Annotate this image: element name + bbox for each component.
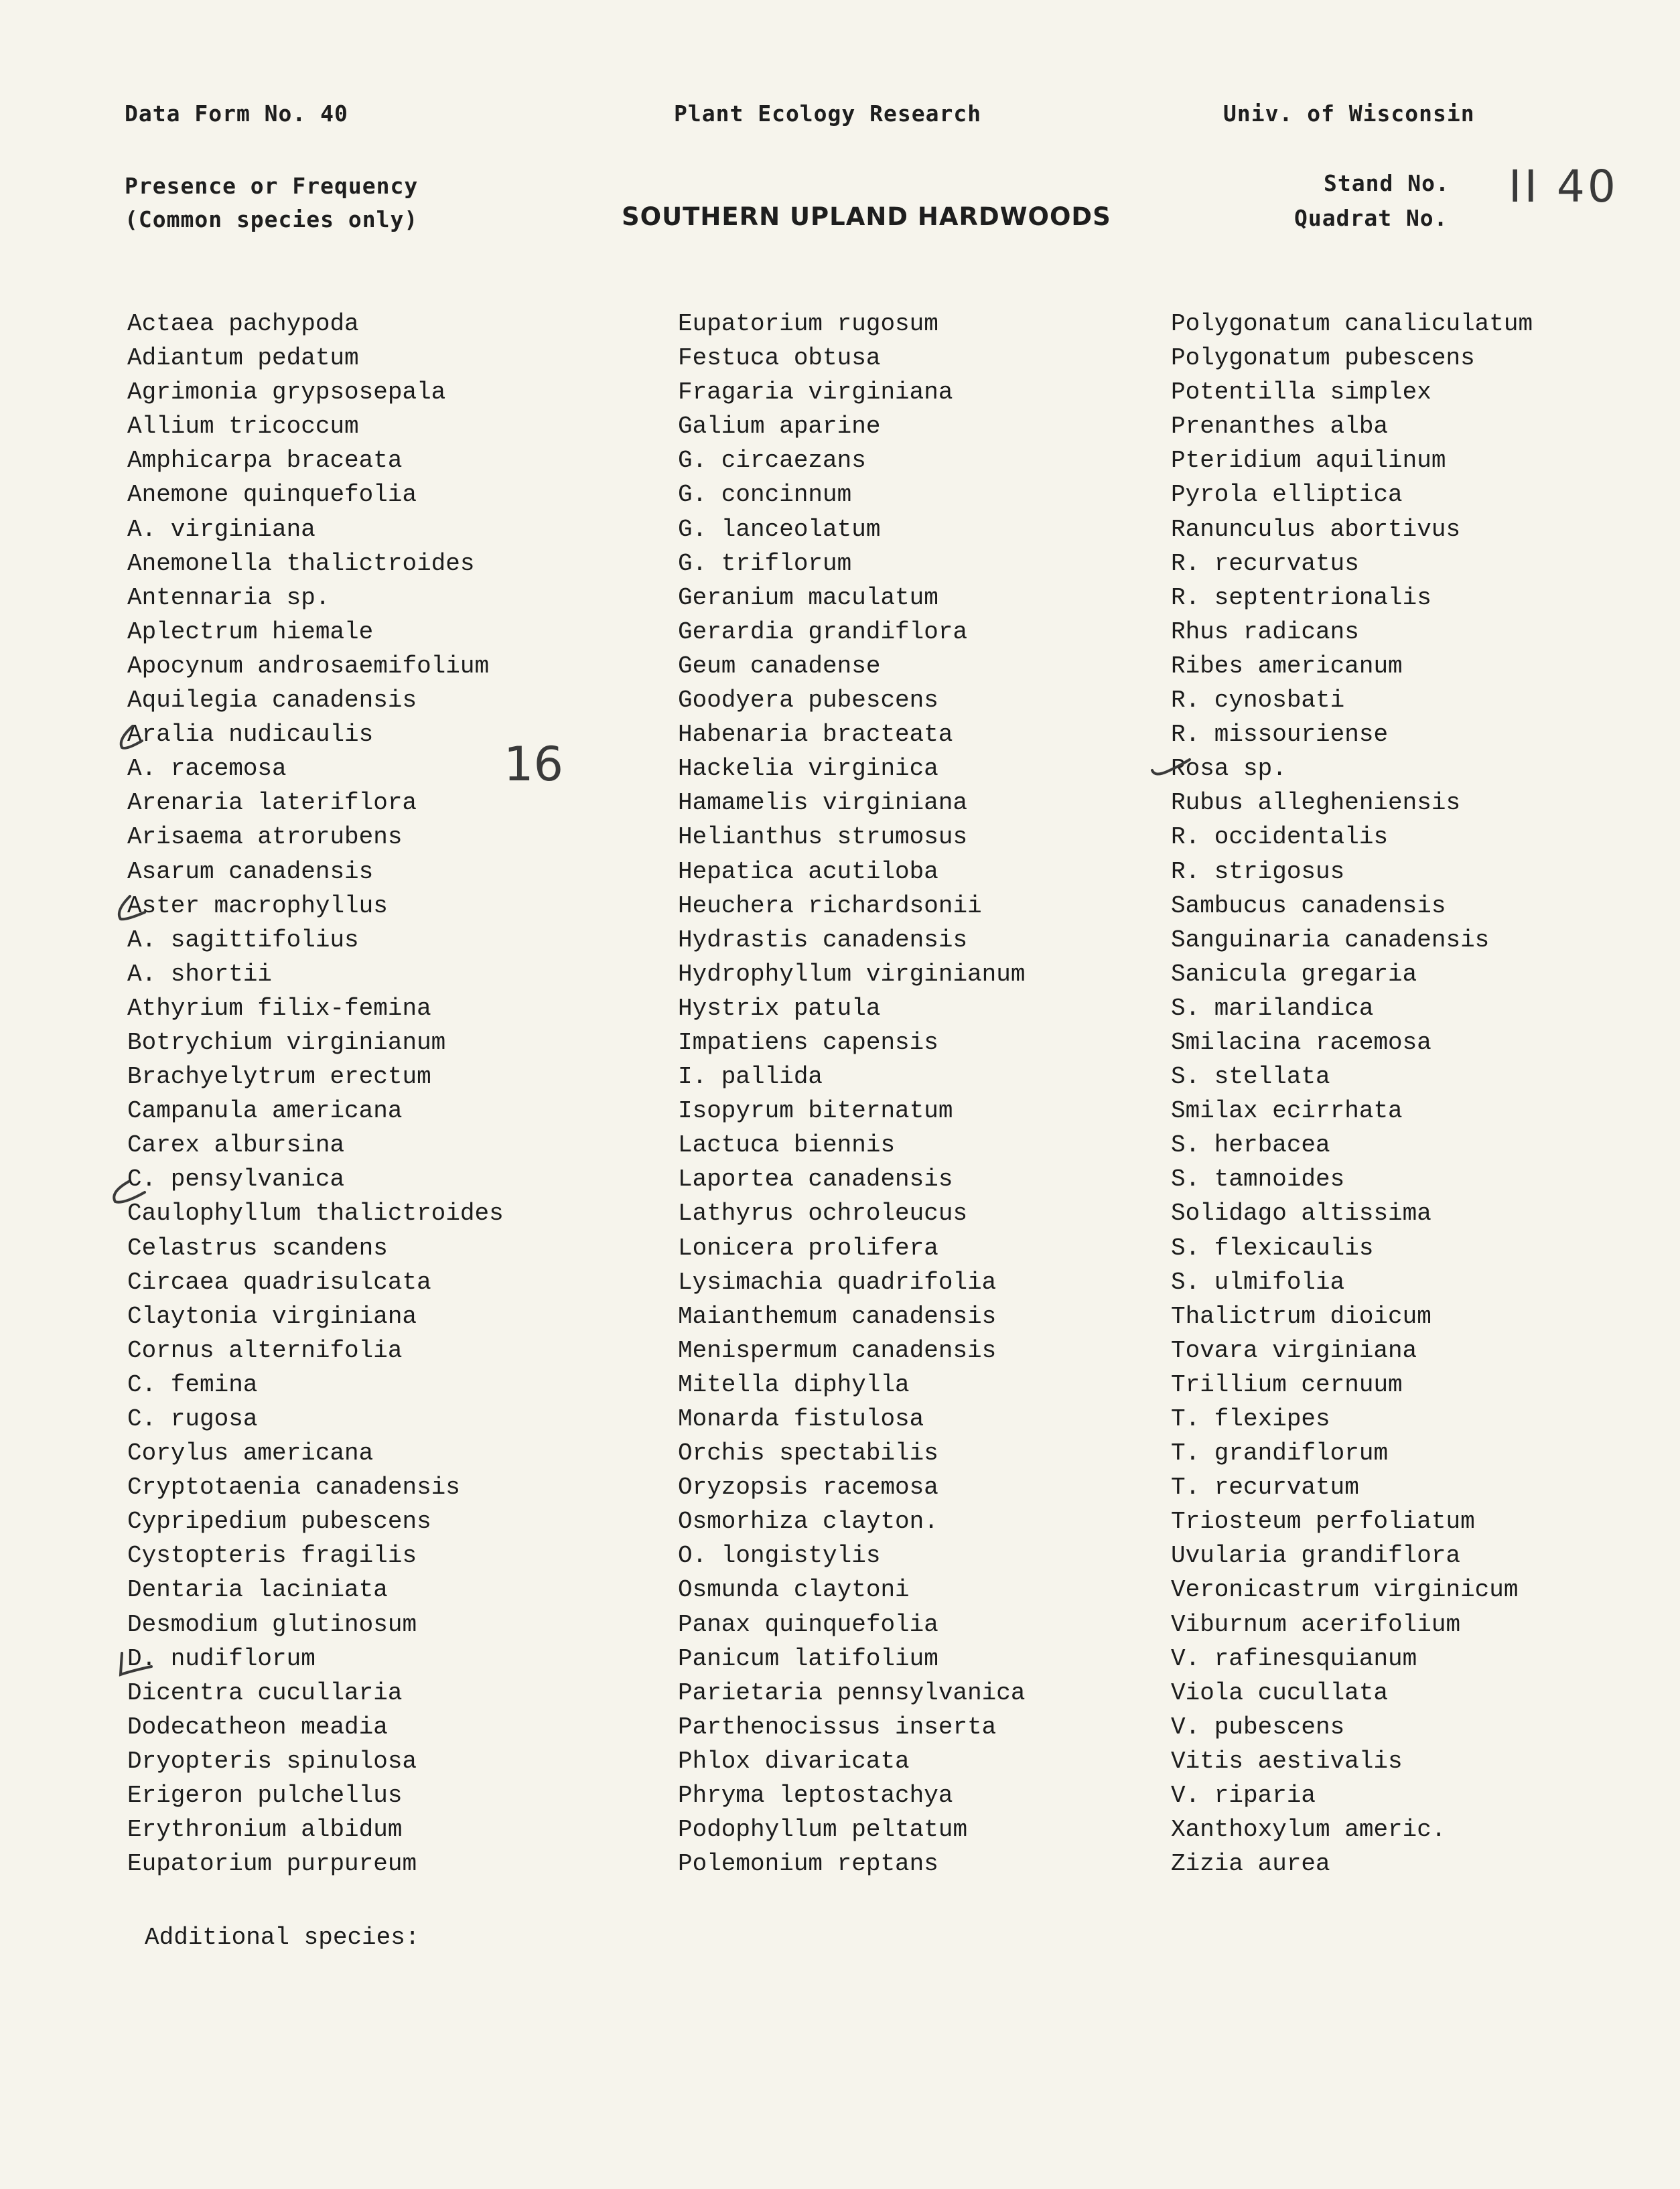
species-item: Menispermum canadensis <box>678 1336 997 1364</box>
species-item: Erythronium albidum <box>127 1816 403 1844</box>
species-item: Sanguinaria canadensis <box>1171 926 1490 954</box>
species-item: Arenaria lateriflora <box>127 789 417 817</box>
species-item: Caulophyllum thalictroides <box>127 1200 504 1228</box>
species-item: Isopyrum biternatum <box>678 1097 953 1125</box>
species-item: R. occidentalis <box>1171 823 1389 851</box>
species-item: Oryzopsis racemosa <box>678 1474 938 1502</box>
species-item: Heuchera richardsonii <box>678 892 982 920</box>
species-item: Aplectrum hiemale <box>127 618 374 646</box>
species-item: Hamamelis virginiana <box>678 789 968 817</box>
species-item: Fragaria virginiana <box>678 378 953 407</box>
species-item: I. pallida <box>678 1063 823 1091</box>
species-item: Antennaria sp. <box>127 583 330 612</box>
form-note-line1: Presence or Frequency <box>125 173 419 199</box>
species-item: Podophyllum peltatum <box>678 1816 968 1844</box>
species-item: A. sagittifolius <box>127 926 359 954</box>
species-item: R. cynosbati <box>1171 687 1345 715</box>
species-item: Botrychium virginianum <box>127 1028 446 1056</box>
program-name: Plant Ecology Research <box>674 100 982 127</box>
species-item: Orchis spectabilis <box>678 1439 938 1468</box>
species-item: S. tamnoides <box>1171 1166 1345 1194</box>
species-item: Aralia nudicaulis <box>127 721 374 749</box>
species-item: Amphicarpa braceata <box>127 447 403 475</box>
species-item: Viola cucullata <box>1171 1679 1389 1707</box>
check-mark-icon <box>113 1650 159 1680</box>
species-item: G. concinnum <box>678 481 852 509</box>
species-item: S. marilandica <box>1171 994 1374 1022</box>
species-item: Panax quinquefolia <box>678 1610 938 1638</box>
species-item: Dryopteris spinulosa <box>127 1747 417 1775</box>
species-item: G. triflorum <box>678 549 852 577</box>
species-item: T. recurvatum <box>1171 1474 1359 1502</box>
species-item: Desmodium glutinosum <box>127 1610 417 1638</box>
species-item: Corylus americana <box>127 1439 374 1468</box>
species-item: Impatiens capensis <box>678 1028 938 1056</box>
species-item: Mitella diphylla <box>678 1370 910 1399</box>
species-item: Thalictrum dioicum <box>1171 1302 1431 1330</box>
species-item: S. ulmifolia <box>1171 1268 1345 1296</box>
species-item: Trillium cernuum <box>1171 1370 1403 1399</box>
species-item: C. pensylvanica <box>127 1166 345 1194</box>
species-item: Eupatorium purpureum <box>127 1850 417 1878</box>
species-item: Sambucus canadensis <box>1171 892 1446 920</box>
species-item: Carex albursina <box>127 1131 345 1159</box>
species-item: Brachyelytrum erectum <box>127 1063 431 1091</box>
species-item: Potentilla simplex <box>1171 378 1431 407</box>
species-item: Claytonia virginiana <box>127 1302 417 1330</box>
species-item: S. herbacea <box>1171 1131 1330 1159</box>
species-item: Vitis aestivalis <box>1171 1747 1403 1775</box>
species-item: Athyrium filix-femina <box>127 994 431 1022</box>
species-item: Prenanthes alba <box>1171 413 1389 441</box>
species-item: A. virginiana <box>127 515 316 543</box>
species-item: Zizia aurea <box>1171 1850 1330 1878</box>
check-mark-icon <box>113 723 159 753</box>
species-item: Veronicastrum virginicum <box>1171 1576 1519 1604</box>
species-item: D. nudiflorum <box>127 1644 316 1673</box>
species-item: Campanula americana <box>127 1097 403 1125</box>
species-item: C. femina <box>127 1370 258 1399</box>
species-item: O. longistylis <box>678 1542 881 1570</box>
species-item: Tovara virginiana <box>1171 1336 1417 1364</box>
species-item: T. flexipes <box>1171 1405 1330 1433</box>
species-item: Geranium maculatum <box>678 583 938 612</box>
species-item: Polygonatum pubescens <box>1171 344 1475 372</box>
species-item: Panicum latifolium <box>678 1644 938 1673</box>
species-item: Agrimonia grypsosepala <box>127 378 446 407</box>
species-item: Osmorhiza clayton. <box>678 1508 938 1536</box>
species-item: Osmunda claytoni <box>678 1576 910 1604</box>
check-mark-icon <box>1148 750 1195 780</box>
species-item: Rhus radicans <box>1171 618 1359 646</box>
species-item: Solidago altissima <box>1171 1200 1431 1228</box>
species-item: Triosteum perfoliatum <box>1171 1508 1475 1536</box>
species-item: G. circaezans <box>678 447 866 475</box>
species-item: Cryptotaenia canadensis <box>127 1474 460 1502</box>
species-item: Polemonium reptans <box>678 1850 938 1878</box>
quadrat-label: Quadrat No. <box>1294 205 1448 231</box>
institution-name: Univ. of Wisconsin <box>1223 100 1475 127</box>
species-item: R. recurvatus <box>1171 549 1359 577</box>
species-item: Sanicula gregaria <box>1171 960 1417 988</box>
stand-number-handwritten: II 40 <box>1509 161 1618 212</box>
species-item: Phryma leptostachya <box>678 1782 953 1810</box>
species-item: Gerardia grandiflora <box>678 618 968 646</box>
species-item: Smilacina racemosa <box>1171 1028 1431 1056</box>
species-item: Phlox divaricata <box>678 1747 910 1775</box>
species-item: Arisaema atrorubens <box>127 823 403 851</box>
species-item: R. missouriense <box>1171 721 1389 749</box>
species-item: S. flexicaulis <box>1171 1234 1374 1262</box>
species-item: Pyrola elliptica <box>1171 481 1403 509</box>
stand-label: Stand No. <box>1324 170 1450 196</box>
check-mark-icon <box>111 894 158 923</box>
species-item: Anemone quinquefolia <box>127 481 417 509</box>
species-column-1 <box>127 307 504 1881</box>
species-item: Lonicera prolifera <box>678 1234 938 1262</box>
species-item: V. rafinesquianum <box>1171 1644 1417 1673</box>
species-item: Hystrix patula <box>678 994 881 1022</box>
species-item: Aster macrophyllus <box>127 892 388 920</box>
species-item: Hackelia virginica <box>678 755 938 783</box>
species-item: Dicentra cucullaria <box>127 1679 403 1707</box>
quadrat-count-handwritten: 16 <box>504 737 564 792</box>
species-item: Parthenocissus inserta <box>678 1713 997 1741</box>
species-item: S. stellata <box>1171 1063 1330 1091</box>
species-item: V. pubescens <box>1171 1713 1345 1741</box>
species-column-3 <box>1171 307 1533 1881</box>
species-item: Cypripedium pubescens <box>127 1508 431 1536</box>
species-item: Cystopteris fragilis <box>127 1542 417 1570</box>
species-item: Uvularia grandiflora <box>1171 1542 1461 1570</box>
species-item: Celastrus scandens <box>127 1234 388 1262</box>
species-item: Viburnum acerifolium <box>1171 1610 1461 1638</box>
form-title: SOUTHERN UPLAND HARDWOODS <box>622 202 1111 231</box>
species-item: Dentaria laciniata <box>127 1576 388 1604</box>
species-item: A. shortii <box>127 960 273 988</box>
species-item: Hydrastis canadensis <box>678 926 968 954</box>
species-item: R. septentrionalis <box>1171 583 1431 612</box>
species-item: R. strigosus <box>1171 857 1345 886</box>
species-item: Habenaria bracteata <box>678 721 953 749</box>
species-item: Cornus alternifolia <box>127 1336 403 1364</box>
species-item: C. rugosa <box>127 1405 258 1433</box>
species-item: Apocynum androsaemifolium <box>127 652 490 680</box>
species-item: Festuca obtusa <box>678 344 881 372</box>
species-item: Xanthoxylum americ. <box>1171 1816 1446 1844</box>
form-number: Data Form No. 40 <box>125 100 348 127</box>
species-item: Anemonella thalictroides <box>127 549 475 577</box>
form-note-line2: (Common species only) <box>125 206 419 232</box>
species-item: Pteridium aquilinum <box>1171 447 1446 475</box>
species-item: V. riparia <box>1171 1782 1316 1810</box>
species-item: Goodyera pubescens <box>678 687 938 715</box>
species-item: G. lanceolatum <box>678 515 881 543</box>
species-item: Rubus allegheniensis <box>1171 789 1461 817</box>
species-item: Lactuca biennis <box>678 1131 896 1159</box>
species-item: Laportea canadensis <box>678 1166 953 1194</box>
species-item: Actaea pachypoda <box>127 310 359 338</box>
species-item: Geum canadense <box>678 652 881 680</box>
species-item: T. grandiflorum <box>1171 1439 1389 1468</box>
check-mark-icon <box>106 1178 153 1207</box>
species-item: Hydrophyllum virginianum <box>678 960 1026 988</box>
species-item: Polygonatum canaliculatum <box>1171 310 1533 338</box>
species-item: Ribes americanum <box>1171 652 1403 680</box>
species-item: Maianthemum canadensis <box>678 1302 997 1330</box>
species-item: Parietaria pennsylvanica <box>678 1679 1026 1707</box>
species-item: Asarum canadensis <box>127 857 374 886</box>
species-item: Galium aparine <box>678 413 881 441</box>
species-item: Dodecatheon meadia <box>127 1713 388 1741</box>
species-item: Adiantum pedatum <box>127 344 359 372</box>
species-item: Lysimachia quadrifolia <box>678 1268 997 1296</box>
species-item: Hepatica acutiloba <box>678 857 938 886</box>
species-item: Monarda fistulosa <box>678 1405 924 1433</box>
species-item: Smilax ecirrhata <box>1171 1097 1403 1125</box>
species-item: Erigeron pulchellus <box>127 1782 403 1810</box>
species-item: A. racemosa <box>127 755 287 783</box>
species-item: Rosa sp. <box>1171 755 1287 783</box>
species-item: Helianthus strumosus <box>678 823 968 851</box>
additional-species-label: Additional species: <box>145 1924 420 1951</box>
species-item: Allium tricoccum <box>127 413 359 441</box>
species-item: Eupatorium rugosum <box>678 310 938 338</box>
species-item: Ranunculus abortivus <box>1171 515 1461 543</box>
species-item: Aquilegia canadensis <box>127 687 417 715</box>
species-column-2 <box>678 307 1025 1881</box>
species-item: Circaea quadrisulcata <box>127 1268 431 1296</box>
species-item: Lathyrus ochroleucus <box>678 1200 968 1228</box>
